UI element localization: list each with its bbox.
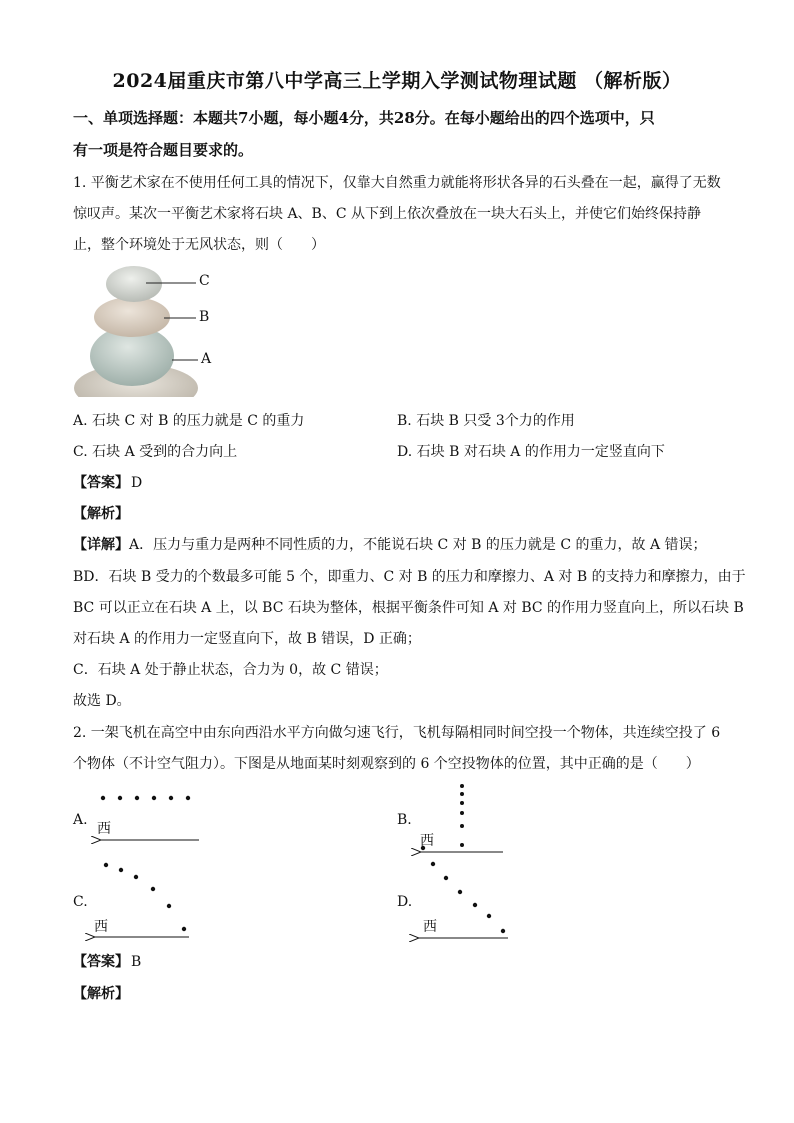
answer-value: D — [131, 475, 143, 491]
figure-label-a: A — [201, 351, 212, 367]
stone-c — [106, 266, 162, 302]
west-label-d: 西 — [423, 919, 437, 935]
q1-stem-line2: 惊叹声。某次一平衡艺术家将石块 A、B、C 从下到上依次叠放在一块大石头上，并使它们始终保持静 — [73, 206, 702, 222]
q1-stem-line3: 止，整个环境处于无风状态，则（ ） — [73, 237, 325, 253]
section-header-line1: 一、单项选择题：本题共7小题，每小题4分，共28分。在每小题给出的四个选项中，只 — [73, 109, 655, 127]
q1-option-c: C. 石块 A 受到的合力向上 — [73, 444, 238, 460]
figure-label-c: C — [199, 273, 210, 289]
q2-stem-line1: 2. 一架飞机在高空中由东向西沿水平方向做匀速飞行，飞机每隔相同时间空投一个物体，共连续空投了 6 — [73, 725, 721, 741]
figure-c — [94, 863, 189, 937]
detail-tag: 【详解】 — [73, 537, 129, 553]
q1-option-b: B. 石块 B 只受 3个力的作用 — [397, 413, 575, 429]
stacked-stones-figure — [74, 262, 234, 397]
q1-detail-line6: 故选 D。 — [73, 693, 131, 709]
west-label-c: 西 — [94, 919, 108, 935]
q1-option-d: D. 石块 B 对石块 A 的作用力一定竖直向下 — [397, 444, 665, 460]
q1-answer — [73, 472, 142, 492]
q2-analysis-tag: 【解析】 — [73, 986, 129, 1002]
answer-tag: 【答案】 — [73, 475, 129, 491]
q1-detail-line5: C．石块 A 处于静止状态，合力为 0，故 C 错误； — [73, 662, 388, 678]
q2-option-a-label: A. — [73, 812, 88, 828]
stone-b — [94, 297, 170, 337]
q1-detail-line2: BD．石块 B 受力的个数最多可能 5 个，即重力、C 对 B 的压力和摩擦力、A 对 B 的支持力和摩擦力，由于 — [73, 569, 746, 585]
q2-option-c-label: C. — [73, 894, 88, 910]
q2-answer — [73, 951, 141, 971]
answer-value: B — [131, 954, 142, 970]
q1-detail-line4: 对石块 A 的作用力一定竖直向下，故 B 错误，D 正确； — [73, 631, 421, 647]
q1-detail-line1: 【详解】A．压力与重力是两种不同性质的力，不能说石块 C 对 B 的压力就是 C 的重力，故 A 错误； — [73, 537, 707, 553]
figure-a — [100, 796, 199, 840]
q1-analysis-tag: 【解析】 — [73, 506, 129, 522]
q1-detail-line3: BC 可以正立在石块 A 上，以 BC 石块为整体，根据平衡条件可知 A 对 BC 的作用力竖直向上，所以石块 B — [73, 600, 744, 616]
figure-label-b: B — [199, 309, 210, 325]
q1-stem-line1: 1. 平衡艺术家在不使用任何工具的情况下，仅靠大自然重力就能将形状各异的石头叠在一起，赢得了无数 — [73, 175, 721, 191]
page-title: 2024届重庆市第八中学高三上学期入学测试物理试题 （解析版） — [112, 70, 682, 92]
west-label-a: 西 — [97, 821, 111, 837]
q1-option-a: A. 石块 C 对 B 的压力就是 C 的重力 — [73, 413, 305, 429]
answer-tag: 【答案】 — [73, 954, 129, 970]
section-header-line2: 有一项是符合题目要求的。 — [73, 141, 254, 159]
west-label-b: 西 — [420, 833, 434, 849]
q2-option-b-label: B. — [397, 812, 412, 828]
q2-figures — [70, 780, 530, 950]
q2-stem-line2: 个物体（不计空气阻力）。下图是从地面某时刻观察到的 6 个空投物体的位置，其中正确的是（ ） — [73, 756, 700, 772]
q2-option-d-label: D. — [397, 894, 413, 910]
